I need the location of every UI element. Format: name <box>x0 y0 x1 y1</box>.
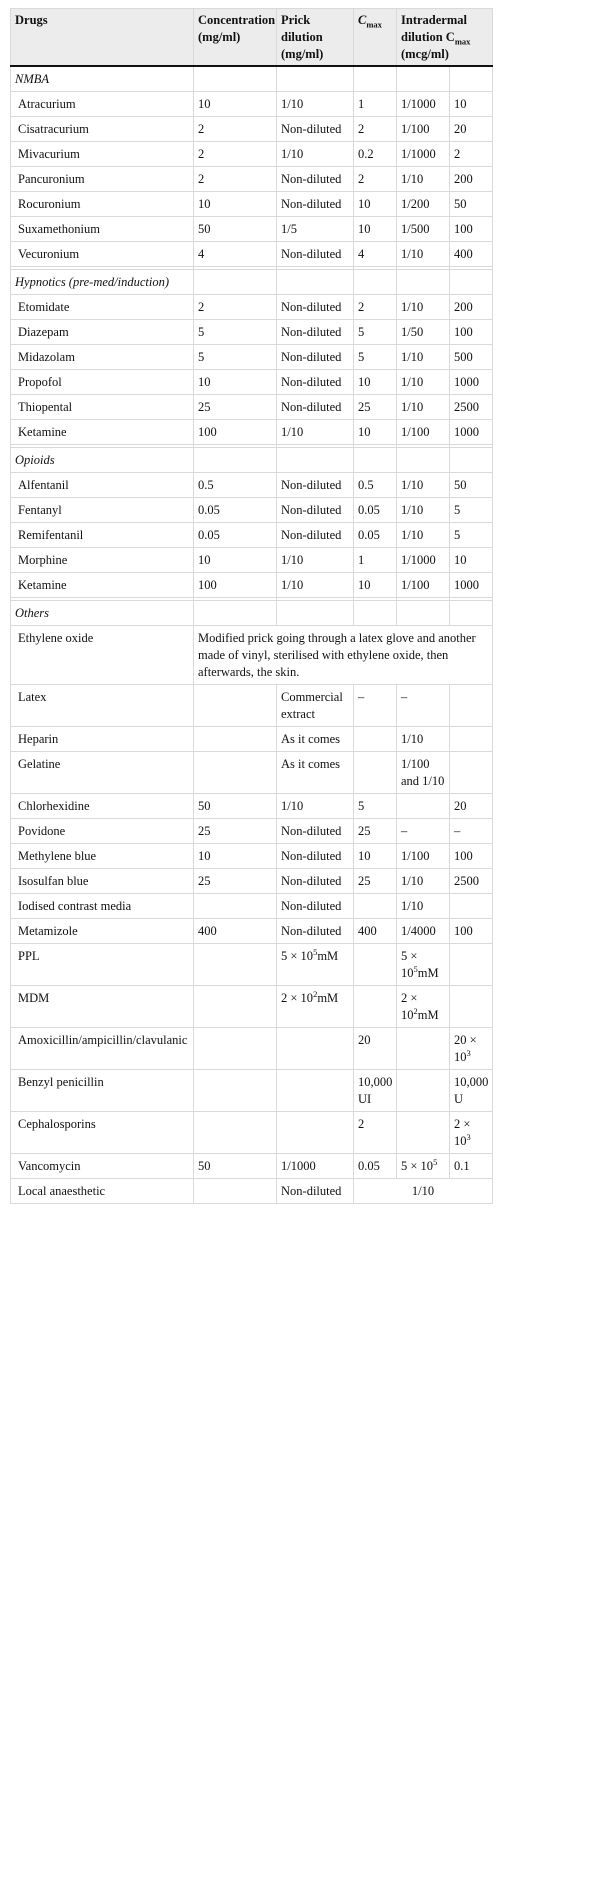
empty-cell <box>194 601 277 626</box>
drug-name-cell: Diazepam <box>11 320 194 345</box>
cmax-cell <box>354 727 397 752</box>
intradermal-dilution-cell <box>397 1112 450 1154</box>
intradermal-dilution-cell: 1/10 <box>354 1179 493 1204</box>
table-row <box>11 548 493 573</box>
drug-name-cell: Propofol <box>11 370 194 395</box>
concentration-cell: 100 <box>194 420 277 445</box>
prick-dilution-cell: 1/10 <box>277 794 354 819</box>
concentration-cell <box>194 685 277 727</box>
cmax-cell: 10 <box>354 573 397 598</box>
concentration-cell <box>194 752 277 794</box>
concentration-cell: 10 <box>194 844 277 869</box>
prick-dilution-cell: Non-diluted <box>277 919 354 944</box>
table-row <box>11 1179 493 1204</box>
table-row <box>11 685 493 727</box>
cmax-cell: 5 <box>354 345 397 370</box>
prick-dilution-cell: $2 \times 10^2mM$ <box>277 986 354 1028</box>
intradermal-cmax-cell: 100 <box>450 320 493 345</box>
prick-dilution-cell: Non-diluted <box>277 498 354 523</box>
empty-cell <box>354 601 397 626</box>
table-row <box>11 819 493 844</box>
concentration-cell: 50 <box>194 1154 277 1179</box>
category-label: NMBA <box>11 66 194 92</box>
drug-name-cell: Iodised contrast media <box>11 894 194 919</box>
empty-cell <box>277 270 354 295</box>
cmax-cell: 10 <box>354 370 397 395</box>
intradermal-cmax-cell: 5 <box>450 523 493 548</box>
cmax-cell: 4 <box>354 242 397 267</box>
table-row <box>11 986 493 1028</box>
prick-dilution-cell: As it comes <box>277 727 354 752</box>
cmax-cell: 400 <box>354 919 397 944</box>
table-row <box>11 919 493 944</box>
prick-dilution-cell: Non-diluted <box>277 370 354 395</box>
empty-cell <box>450 448 493 473</box>
intradermal-dilution-cell: 1/100 <box>397 573 450 598</box>
cmax-cell: 20 <box>354 1028 397 1070</box>
cmax-cell: 5 <box>354 794 397 819</box>
table-row <box>11 626 493 685</box>
header-prick-dilution: Prick dilution (mg/ml) <box>277 9 354 67</box>
table-row <box>11 345 493 370</box>
table-row <box>11 370 493 395</box>
intradermal-cmax-cell: 1000 <box>450 370 493 395</box>
empty-cell <box>397 270 450 295</box>
intradermal-dilution-cell: 1/10 <box>397 242 450 267</box>
drug-name-cell: Thiopental <box>11 395 194 420</box>
drug-name-cell: Cephalosporins <box>11 1112 194 1154</box>
concentration-cell: 0.05 <box>194 498 277 523</box>
category-label: Hypnotics (pre-med/induction) <box>11 270 194 295</box>
intradermal-cmax-cell: 5 <box>450 498 493 523</box>
prick-dilution-cell <box>277 1112 354 1154</box>
intradermal-dilution-cell: 1/4000 <box>397 919 450 944</box>
table-row <box>11 894 493 919</box>
concentration-cell: 10 <box>194 370 277 395</box>
intradermal-cmax-cell: 10,000 U <box>450 1070 493 1112</box>
prick-dilution-cell: 1/10 <box>277 420 354 445</box>
intradermal-dilution-cell <box>397 1028 450 1070</box>
concentration-cell: 2 <box>194 295 277 320</box>
drug-name-cell: Heparin <box>11 727 194 752</box>
cmax-cell: 10 <box>354 192 397 217</box>
intradermal-dilution-cell: 1/10 <box>397 345 450 370</box>
intradermal-dilution-cell: 1/1000 <box>397 142 450 167</box>
intradermal-cmax-cell: $2 \times 10^3$ <box>450 1112 493 1154</box>
intradermal-cmax-cell: 10 <box>450 548 493 573</box>
cmax-cell: 1 <box>354 92 397 117</box>
drug-name-cell: MDM <box>11 986 194 1028</box>
empty-cell <box>194 448 277 473</box>
concentration-cell: 400 <box>194 919 277 944</box>
intradermal-cmax-cell: 100 <box>450 919 493 944</box>
drug-name-cell: Ethylene oxide <box>11 626 194 685</box>
intradermal-cmax-cell: 100 <box>450 217 493 242</box>
concentration-cell <box>194 1070 277 1112</box>
drug-name-cell: Methylene blue <box>11 844 194 869</box>
table-row <box>11 217 493 242</box>
category-label: Opioids <box>11 448 194 473</box>
drug-name-cell: Chlorhexidine <box>11 794 194 819</box>
concentration-cell: 2 <box>194 142 277 167</box>
intradermal-cmax-cell: 50 <box>450 192 493 217</box>
concentration-cell: 2 <box>194 167 277 192</box>
cmax-cell: 5 <box>354 320 397 345</box>
prick-dilution-cell: 1/1000 <box>277 1154 354 1179</box>
table-row <box>11 117 493 142</box>
cmax-cell <box>354 752 397 794</box>
concentration-cell: 10 <box>194 192 277 217</box>
table-row <box>11 320 493 345</box>
intradermal-dilution-cell: 1/10 <box>397 370 450 395</box>
intradermal-dilution-cell: 1/10 <box>397 498 450 523</box>
drug-name-cell: Cisatracurium <box>11 117 194 142</box>
empty-cell <box>397 601 450 626</box>
intradermal-dilution-cell: 1/1000 <box>397 548 450 573</box>
category-row <box>11 66 493 92</box>
empty-cell <box>450 66 493 92</box>
intradermal-dilution-cell: 1/500 <box>397 217 450 242</box>
prick-dilution-cell: Non-diluted <box>277 167 354 192</box>
cmax-cell <box>354 944 397 986</box>
drug-name-cell: Remifentanil <box>11 523 194 548</box>
prick-dilution-cell: Non-diluted <box>277 869 354 894</box>
method-note-cell: Modified prick going through a latex glove and another made of vinyl, sterilised with ethylene oxide, then afterwards, the skin. <box>194 626 493 685</box>
intradermal-dilution-cell: – <box>397 685 450 727</box>
empty-cell <box>277 448 354 473</box>
concentration-cell <box>194 894 277 919</box>
drug-name-cell: Local anaesthetic <box>11 1179 194 1204</box>
empty-cell <box>194 270 277 295</box>
concentration-cell <box>194 986 277 1028</box>
prick-dilution-cell: Non-diluted <box>277 844 354 869</box>
cmax-cell: 0.05 <box>354 498 397 523</box>
prick-dilution-cell: Non-diluted <box>277 192 354 217</box>
table-row <box>11 473 493 498</box>
cmax-cell <box>354 986 397 1028</box>
intradermal-dilution-cell: $5 \times 10^5$ <box>397 1154 450 1179</box>
cmax-cell: 2 <box>354 1112 397 1154</box>
cmax-cell: 1 <box>354 548 397 573</box>
drug-name-cell: Alfentanil <box>11 473 194 498</box>
intradermal-dilution-cell: – <box>397 819 450 844</box>
intradermal-dilution-cell: 1/200 <box>397 192 450 217</box>
table-row <box>11 752 493 794</box>
concentration-cell: 0.05 <box>194 523 277 548</box>
cmax-cell: 10 <box>354 420 397 445</box>
prick-dilution-cell: 1/10 <box>277 92 354 117</box>
intradermal-dilution-cell: 1/10 <box>397 523 450 548</box>
intradermal-dilution-cell: $5 \times 10^5mM$ <box>397 944 450 986</box>
intradermal-cmax-cell: 1000 <box>450 420 493 445</box>
intradermal-cmax-cell: $20 \times 10^3$ <box>450 1028 493 1070</box>
cmax-cell: 0.2 <box>354 142 397 167</box>
prick-dilution-cell: Non-diluted <box>277 242 354 267</box>
intradermal-dilution-cell <box>397 794 450 819</box>
intradermal-dilution-cell: 1/10 <box>397 167 450 192</box>
cmax-cell: 0.05 <box>354 1154 397 1179</box>
cmax-cell: 0.5 <box>354 473 397 498</box>
prick-dilution-cell: Non-diluted <box>277 894 354 919</box>
empty-cell <box>450 601 493 626</box>
drug-name-cell: Midazolam <box>11 345 194 370</box>
intradermal-cmax-cell <box>450 944 493 986</box>
cmax-cell: 10,000 UI <box>354 1070 397 1112</box>
drug-name-cell: Atracurium <box>11 92 194 117</box>
intradermal-cmax-cell <box>450 685 493 727</box>
table-row <box>11 142 493 167</box>
drug-name-cell: Povidone <box>11 819 194 844</box>
concentration-cell <box>194 1112 277 1154</box>
cmax-cell: 25 <box>354 819 397 844</box>
intradermal-dilution-cell: 1/10 <box>397 869 450 894</box>
prick-dilution-cell: 1/5 <box>277 217 354 242</box>
drug-name-cell: Latex <box>11 685 194 727</box>
drug-name-cell: Gelatine <box>11 752 194 794</box>
table-row <box>11 420 493 445</box>
intradermal-dilution-cell <box>397 1070 450 1112</box>
table-row <box>11 573 493 598</box>
intradermal-cmax-cell: – <box>450 819 493 844</box>
concentration-cell: 25 <box>194 395 277 420</box>
concentration-cell: 5 <box>194 345 277 370</box>
cmax-cell: 2 <box>354 117 397 142</box>
cmax-cell: 25 <box>354 395 397 420</box>
drug-name-cell: Vecuronium <box>11 242 194 267</box>
table-row <box>11 498 493 523</box>
empty-cell <box>354 448 397 473</box>
table-row <box>11 1112 493 1154</box>
intradermal-dilution-cell: 1/10 <box>397 727 450 752</box>
intradermal-cmax-cell: 500 <box>450 345 493 370</box>
intradermal-dilution-cell: 1/100 and 1/10 <box>397 752 450 794</box>
drug-name-cell: Etomidate <box>11 295 194 320</box>
prick-dilution-cell: Non-diluted <box>277 320 354 345</box>
table-row <box>11 242 493 267</box>
concentration-cell: 100 <box>194 573 277 598</box>
table-row <box>11 395 493 420</box>
drug-name-cell: Metamizole <box>11 919 194 944</box>
drug-name-cell: PPL <box>11 944 194 986</box>
category-row <box>11 601 493 626</box>
table-row <box>11 167 493 192</box>
prick-dilution-cell: 1/10 <box>277 548 354 573</box>
intradermal-dilution-cell: 1/100 <box>397 844 450 869</box>
drug-name-cell: Benzyl penicillin <box>11 1070 194 1112</box>
prick-dilution-cell: Non-diluted <box>277 473 354 498</box>
table-row <box>11 844 493 869</box>
header-cmax: $C_{max}$ <box>354 9 397 67</box>
prick-dilution-cell: 1/10 <box>277 142 354 167</box>
prick-dilution-cell: 1/10 <box>277 573 354 598</box>
intradermal-cmax-cell: 2500 <box>450 395 493 420</box>
intradermal-cmax-cell: 200 <box>450 295 493 320</box>
cmax-cell: 2 <box>354 295 397 320</box>
intradermal-cmax-cell: 50 <box>450 473 493 498</box>
prick-dilution-cell: Non-diluted <box>277 117 354 142</box>
prick-dilution-cell: Commercial extract <box>277 685 354 727</box>
concentration-cell <box>194 1028 277 1070</box>
intradermal-dilution-cell: 1/10 <box>397 473 450 498</box>
header-drugs: Drugs <box>11 9 194 67</box>
empty-cell <box>354 270 397 295</box>
prick-dilution-cell <box>277 1028 354 1070</box>
prick-dilution-cell: Non-diluted <box>277 819 354 844</box>
header-concentration: Concentration (mg/ml) <box>194 9 277 67</box>
intradermal-cmax-cell: 400 <box>450 242 493 267</box>
drug-name-cell: Fentanyl <box>11 498 194 523</box>
empty-cell <box>397 66 450 92</box>
empty-cell <box>277 66 354 92</box>
category-row <box>11 270 493 295</box>
concentration-cell: 0.5 <box>194 473 277 498</box>
prick-dilution-cell: As it comes <box>277 752 354 794</box>
intradermal-dilution-cell: 1/10 <box>397 395 450 420</box>
intradermal-cmax-cell <box>450 986 493 1028</box>
intradermal-cmax-cell: 20 <box>450 794 493 819</box>
prick-dilution-cell: Non-diluted <box>277 295 354 320</box>
table-row <box>11 944 493 986</box>
cmax-cell: 2 <box>354 167 397 192</box>
table-row <box>11 794 493 819</box>
drug-name-cell: Mivacurium <box>11 142 194 167</box>
intradermal-cmax-cell: 10 <box>450 92 493 117</box>
prick-dilution-cell: $5 \times 10^5mM$ <box>277 944 354 986</box>
table-row <box>11 192 493 217</box>
drug-name-cell: Ketamine <box>11 573 194 598</box>
table-row <box>11 92 493 117</box>
concentration-cell: 2 <box>194 117 277 142</box>
intradermal-dilution-cell: 1/50 <box>397 320 450 345</box>
table-row <box>11 869 493 894</box>
drug-name-cell: Amoxicillin/ampicillin/clavulanic <box>11 1028 194 1070</box>
table-body <box>11 66 493 1204</box>
concentration-cell: 4 <box>194 242 277 267</box>
intradermal-dilution-cell: 1/10 <box>397 894 450 919</box>
drug-name-cell: Pancuronium <box>11 167 194 192</box>
concentration-cell: 50 <box>194 217 277 242</box>
header-intradermal: Intradermal dilution $C_{max}$ (mcg/ml) <box>397 9 493 67</box>
empty-cell <box>277 601 354 626</box>
drug-name-cell: Vancomycin <box>11 1154 194 1179</box>
empty-cell <box>450 270 493 295</box>
cmax-cell: 10 <box>354 217 397 242</box>
cmax-cell <box>354 894 397 919</box>
intradermal-cmax-cell <box>450 752 493 794</box>
category-label: Others <box>11 601 194 626</box>
empty-cell <box>354 66 397 92</box>
drug-dilution-table <box>10 8 493 1204</box>
category-row <box>11 448 493 473</box>
intradermal-cmax-cell: 2 <box>450 142 493 167</box>
empty-cell <box>194 66 277 92</box>
empty-cell <box>397 448 450 473</box>
prick-dilution-cell: Non-diluted <box>277 345 354 370</box>
drug-name-cell: Rocuronium <box>11 192 194 217</box>
cmax-cell: 10 <box>354 844 397 869</box>
concentration-cell <box>194 1179 277 1204</box>
concentration-cell: 25 <box>194 819 277 844</box>
intradermal-cmax-cell: 1000 <box>450 573 493 598</box>
drug-name-cell: Morphine <box>11 548 194 573</box>
concentration-cell <box>194 944 277 986</box>
intradermal-dilution-cell: 1/10 <box>397 295 450 320</box>
concentration-cell: 5 <box>194 320 277 345</box>
table-header <box>11 9 493 67</box>
intradermal-cmax-cell: 2500 <box>450 869 493 894</box>
table-row <box>11 1154 493 1179</box>
intradermal-dilution-cell: 1/1000 <box>397 92 450 117</box>
prick-dilution-cell: Non-diluted <box>277 395 354 420</box>
prick-dilution-cell: Non-diluted <box>277 1179 354 1204</box>
cmax-cell: 25 <box>354 869 397 894</box>
cmax-cell: 0.05 <box>354 523 397 548</box>
cmax-cell: – <box>354 685 397 727</box>
intradermal-dilution-cell: $2 \times 10^2mM$ <box>397 986 450 1028</box>
intradermal-cmax-cell <box>450 727 493 752</box>
concentration-cell: 10 <box>194 548 277 573</box>
concentration-cell: 25 <box>194 869 277 894</box>
drug-name-cell: Ketamine <box>11 420 194 445</box>
concentration-cell <box>194 727 277 752</box>
concentration-cell: 10 <box>194 92 277 117</box>
drug-name-cell: Suxamethonium <box>11 217 194 242</box>
intradermal-cmax-cell: 200 <box>450 167 493 192</box>
intradermal-cmax-cell: 100 <box>450 844 493 869</box>
prick-dilution-cell: Non-diluted <box>277 523 354 548</box>
table-row <box>11 1070 493 1112</box>
table-row <box>11 1028 493 1070</box>
intradermal-cmax-cell <box>450 894 493 919</box>
table-row <box>11 295 493 320</box>
intradermal-cmax-cell: 0.1 <box>450 1154 493 1179</box>
table-row <box>11 727 493 752</box>
table-row <box>11 523 493 548</box>
drug-name-cell: Isosulfan blue <box>11 869 194 894</box>
intradermal-dilution-cell: 1/100 <box>397 117 450 142</box>
intradermal-cmax-cell: 20 <box>450 117 493 142</box>
prick-dilution-cell <box>277 1070 354 1112</box>
concentration-cell: 50 <box>194 794 277 819</box>
intradermal-dilution-cell: 1/100 <box>397 420 450 445</box>
